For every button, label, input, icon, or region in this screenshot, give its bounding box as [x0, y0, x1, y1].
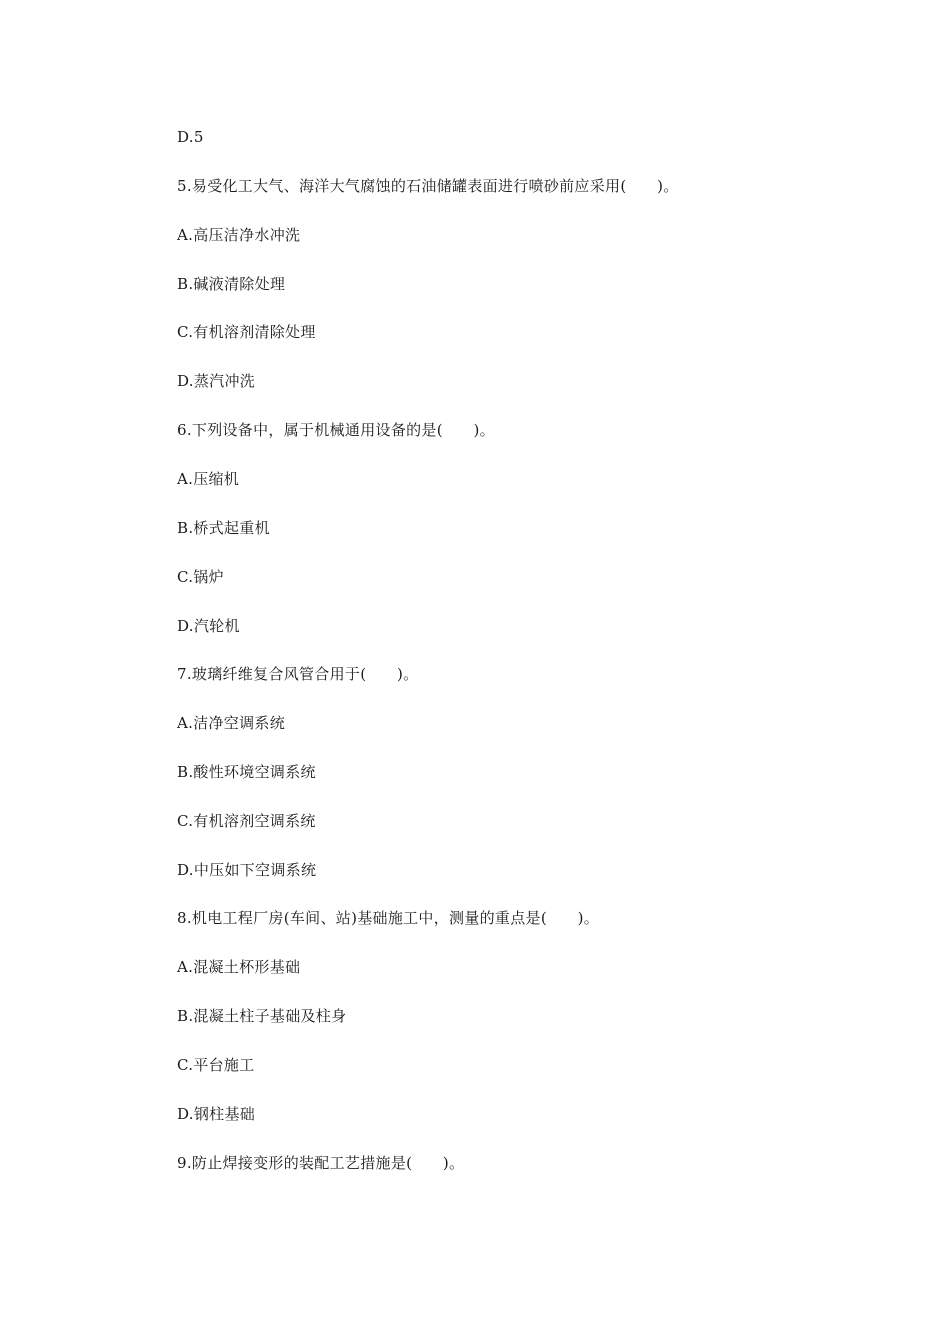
option-d-q4: D.5	[177, 128, 204, 146]
option-d-q7: D.中压如下空调系统	[177, 861, 317, 879]
question-6: 6.下列设备中，属于机械通用设备的是( )。	[177, 421, 495, 439]
option-c-q5: C.有机溶剂清除处理	[177, 323, 316, 341]
option-d-q6: D.汽轮机	[177, 617, 240, 635]
option-c-q7: C.有机溶剂空调系统	[177, 812, 316, 830]
question-9: 9.防止焊接变形的装配工艺措施是( )。	[177, 1154, 465, 1172]
option-d-q8: D.钢柱基础	[177, 1105, 256, 1123]
option-a-q8: A.混凝土杯形基础	[177, 958, 301, 976]
option-d-q5: D.蒸汽冲洗	[177, 372, 256, 390]
option-a-q6: A.压缩机	[177, 470, 240, 488]
option-b-q5: B.碱液清除处理	[177, 275, 286, 293]
question-7: 7.玻璃纤维复合风管合用于( )。	[177, 665, 419, 683]
option-b-q7: B.酸性环境空调系统	[177, 763, 316, 781]
option-a-q5: A.高压洁净水冲洗	[177, 226, 301, 244]
question-8: 8.机电工程厂房(车间、站)基础施工中，测量的重点是( )。	[177, 909, 600, 927]
option-b-q8: B.混凝土柱子基础及柱身	[177, 1007, 347, 1025]
option-b-q6: B.桥式起重机	[177, 519, 270, 537]
option-a-q7: A.洁净空调系统	[177, 714, 286, 732]
question-5: 5.易受化工大气、海洋大气腐蚀的石油储罐表面进行喷砂前应采用( )。	[177, 177, 679, 195]
option-c-q8: C.平台施工	[177, 1056, 255, 1074]
option-c-q6: C.锅炉	[177, 568, 224, 586]
